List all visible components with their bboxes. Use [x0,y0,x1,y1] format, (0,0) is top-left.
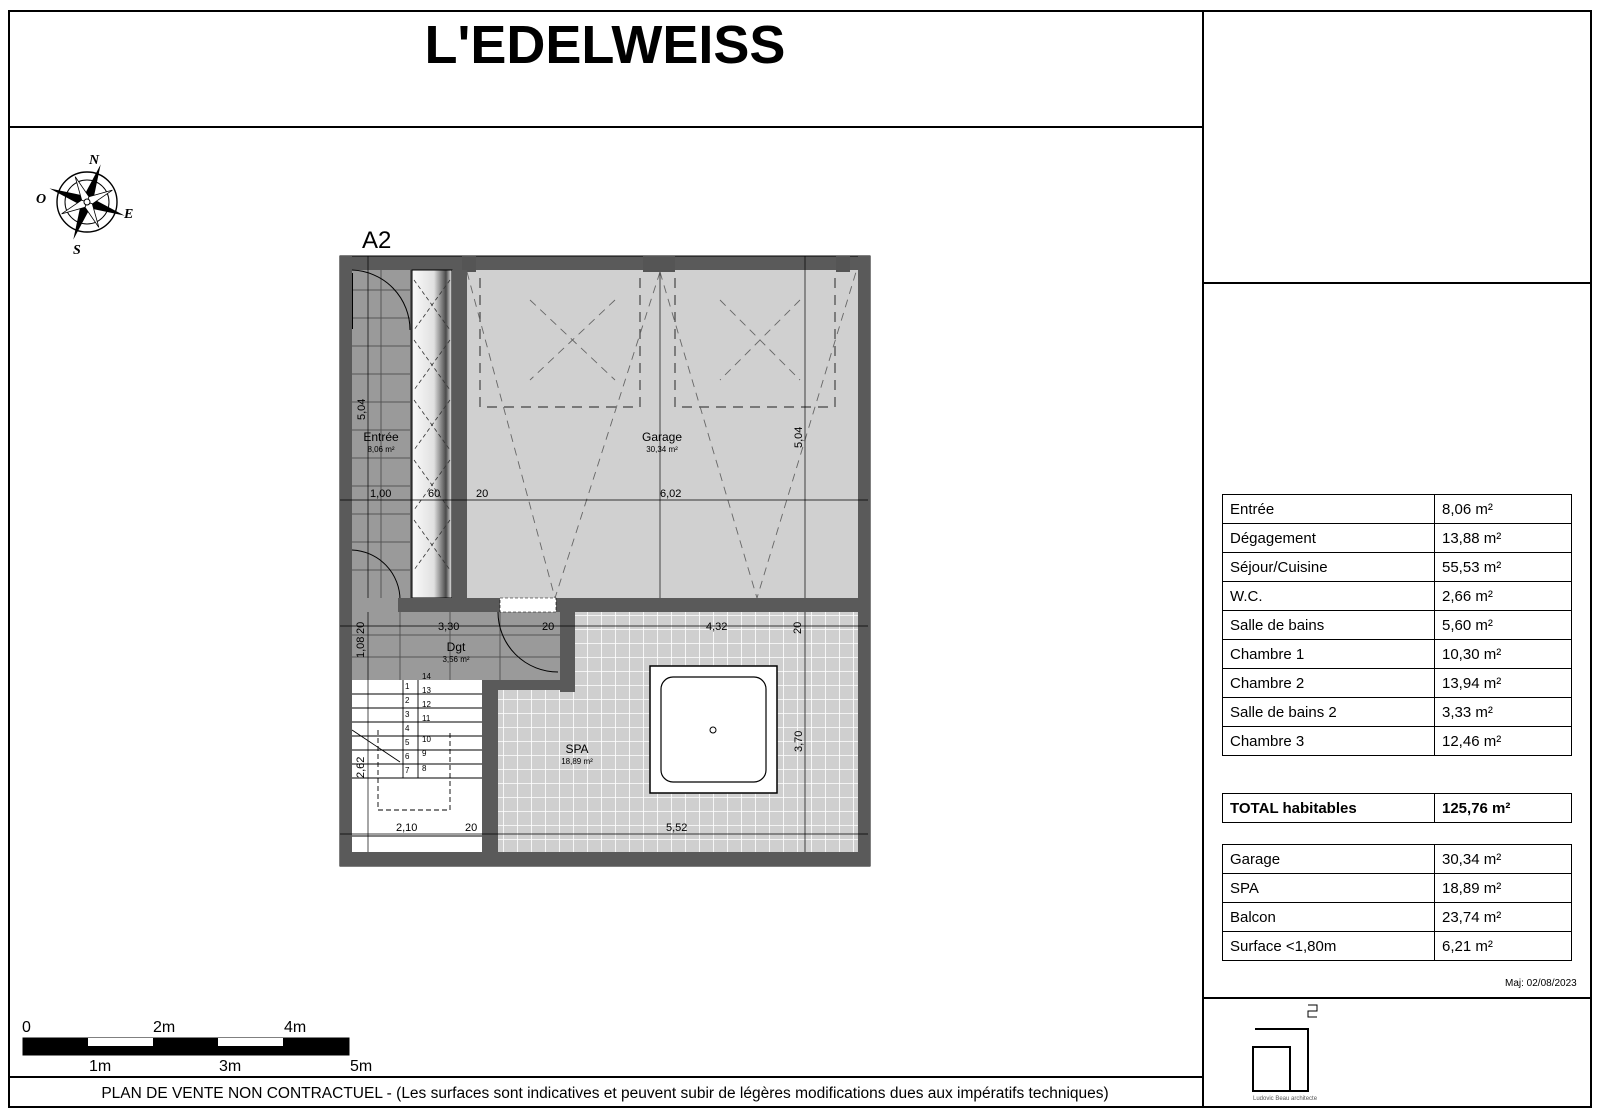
compass-e: E [124,207,134,222]
scale-label-0: 0 [22,1019,31,1036]
table-row: SPA 18,89 m² [1223,874,1572,903]
scale-label-5m: 5m [350,1058,373,1075]
table-row: Chambre 2 13,94 m² [1223,669,1572,698]
dim-20d: 20 [792,621,804,634]
room-dgt-area: 3,56 m² [442,655,470,664]
storage-cylinder [412,270,452,598]
table-row: Chambre 3 12,46 m² [1223,727,1572,756]
scale-bar [23,1038,349,1055]
scale-label-2m: 2m [153,1019,176,1036]
scale-label-3m: 3m [219,1058,242,1075]
svg-text:3: 3 [405,710,410,719]
annex-areas-table [1222,844,1572,961]
dim-552: 5,52 [666,822,688,834]
room-garage-name: Garage [641,430,683,444]
dim-20c: 20 [542,621,555,633]
svg-text:6: 6 [405,752,410,761]
svg-text:2: 2 [405,696,410,705]
svg-text:11: 11 [422,714,431,723]
table-row: W.C. 2,66 m² [1223,582,1572,611]
table-row: TOTAL habitables 125,76 m² [1223,794,1572,823]
dim-20e: 20 [465,822,478,834]
table-row: Dégagement 13,88 m² [1223,524,1572,553]
table-row: Salle de bains 5,60 m² [1223,611,1572,640]
dim-100: 1,00 [370,488,392,500]
compass-n: N [89,153,100,168]
compass-o: O [36,192,47,207]
table-row: Chambre 1 10,30 m² [1223,640,1572,669]
svg-text:4: 4 [405,724,410,733]
room-spa-name: SPA [565,742,589,756]
svg-text:5: 5 [405,738,410,747]
room-garage-area: 30,34 m² [646,445,678,454]
room-entree-area: 8,06 m² [367,445,395,454]
scale-label-1m: 1m [89,1058,112,1075]
cartouche-top-divider [1202,282,1592,284]
disclaimer-note: PLAN DE VENTE NON CONTRACTUEL - (Les surfaces sont indicatives et peuvent subir de légères modifications dues aux impératifs techniques) [101,1085,1109,1102]
north-arrow-icon [48,163,127,242]
total-table [1222,793,1572,823]
dim-20a: 20 [476,488,489,500]
dim-432: 4,32 [706,621,728,633]
scale-label-4m: 4m [284,1019,307,1036]
dim-60: 60 [428,488,441,500]
table-row: Entrée 8,06 m² [1223,495,1572,524]
table-row: Séjour/Cuisine 55,53 m² [1223,553,1572,582]
svg-text:1: 1 [405,682,410,691]
room-spa-area: 18,89 m² [561,757,593,766]
dim-330: 3,30 [438,621,460,633]
dim-108: 1,08 [355,636,367,658]
svg-text:14: 14 [422,672,431,681]
habitable-areas-table [1222,494,1572,756]
svg-text:13: 13 [422,686,431,695]
architect-name: Ludovic Beau architecte [1253,1096,1318,1102]
table-row: Garage 30,34 m² [1223,845,1572,874]
svg-text:7: 7 [405,766,410,775]
dim-20b: 20 [355,621,367,634]
dim-602: 6,02 [660,488,682,500]
svg-text:9: 9 [422,749,427,758]
table-row: Surface <1,80m 6,21 m² [1223,932,1572,961]
dim-504-left: 5,04 [356,398,368,420]
compass-s: S [73,243,81,258]
update-date: Maj: 02/08/2023 [1505,978,1577,989]
lot-label: A2 [362,227,392,254]
dim-370: 3,70 [793,730,805,752]
cartouche-logo-divider [1202,997,1592,999]
spa-floor-lower [498,690,578,852]
svg-text:10: 10 [422,735,431,744]
dim-504-right: 5,04 [793,426,805,448]
project-title: L'EDELWEISS [424,15,786,75]
architect-logo [1245,1003,1335,1103]
room-dgt-name: Dgt [446,640,466,654]
room-entree-name: Entrée [363,430,399,444]
svg-text:8: 8 [422,764,427,773]
table-row: Balcon 23,74 m² [1223,903,1572,932]
dim-262: 2,62 [355,756,367,778]
title-block-divider [1202,10,1204,1108]
dim-210: 2,10 [396,822,418,834]
svg-text:12: 12 [422,700,431,709]
table-row: Salle de bains 2 3,33 m² [1223,698,1572,727]
